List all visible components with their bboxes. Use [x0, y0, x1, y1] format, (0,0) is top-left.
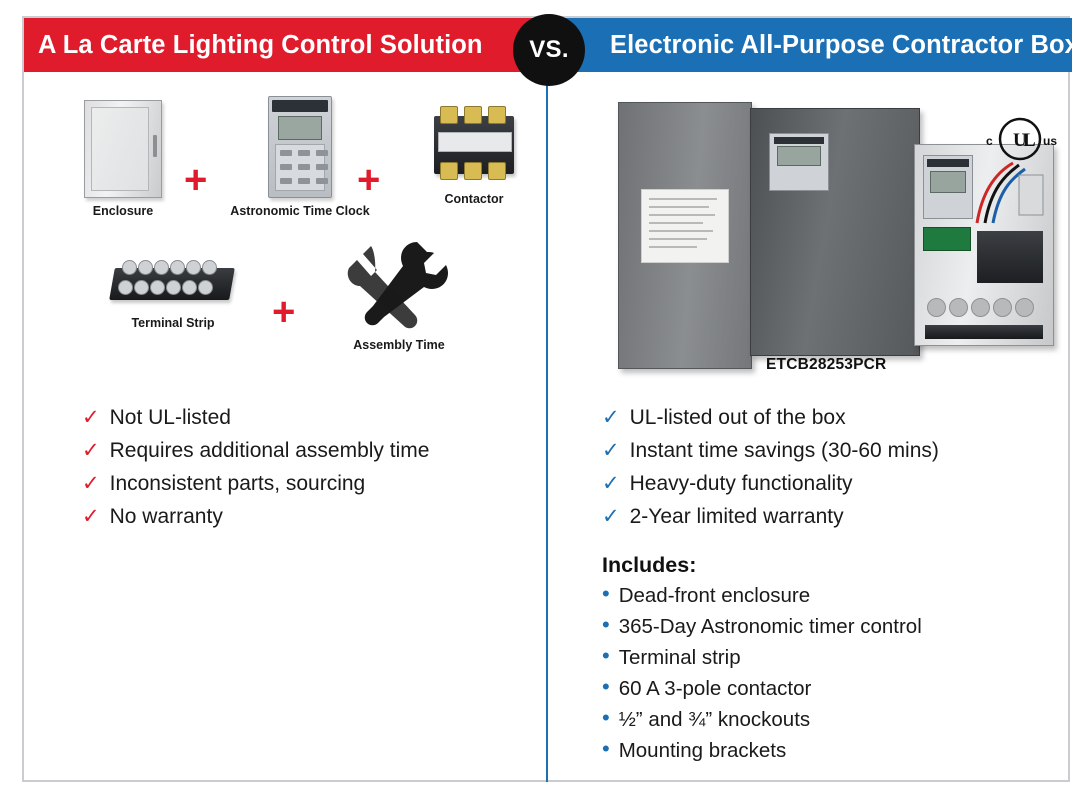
check-icon: ✓: [602, 505, 620, 528]
right-column-header: [548, 18, 1079, 72]
terminal-strip-icon: [108, 240, 238, 310]
left-column-title: A La Carte Lighting Control Solution: [38, 30, 483, 59]
right-column: [548, 72, 1072, 782]
plus-symbol-1: +: [184, 158, 208, 202]
list-item: [82, 439, 522, 463]
list-item: [82, 472, 522, 496]
bullet-icon: •: [602, 643, 610, 668]
enclosure-icon: [84, 100, 162, 198]
right-column-title: Electronic All-Purpose Contractor Box: [610, 30, 1079, 59]
knockouts-icon: [925, 295, 1043, 319]
part-terminal-strip: [82, 240, 264, 330]
check-icon: ✓: [602, 472, 620, 495]
product-model-label: ETCB28253PCR: [766, 356, 887, 373]
contactor-module-icon: [977, 231, 1043, 283]
comparison-frame: [22, 16, 1079, 782]
left-column: [24, 72, 548, 782]
right-check-label: 2-Year limited warranty: [629, 505, 844, 528]
check-icon: ✓: [82, 406, 100, 429]
list-item: [602, 406, 1042, 430]
bullet-icon: •: [602, 612, 610, 637]
list-item: [602, 581, 1042, 608]
inner-panel-icon: [914, 144, 1054, 346]
svg-text:U: U: [1013, 130, 1027, 151]
includes-label: 365-Day Astronomic timer control: [618, 615, 922, 638]
vs-badge: [513, 14, 585, 86]
includes-label: Mounting brackets: [618, 739, 787, 762]
svg-text:c: c: [986, 134, 993, 148]
list-item: [82, 406, 522, 430]
includes-list: [602, 581, 1042, 770]
check-icon: ✓: [602, 439, 620, 462]
left-check-label: Requires additional assembly time: [109, 439, 430, 462]
right-check-label: Instant time savings (30-60 mins): [629, 439, 939, 462]
terminal-strip-bottom-icon: [925, 325, 1043, 339]
ul-listed-icon: [982, 116, 1058, 162]
svg-text:L: L: [1023, 130, 1036, 151]
enclosure-body-icon: [750, 108, 920, 356]
astronomic-timer-icon: [923, 155, 973, 219]
bullet-icon: •: [602, 736, 610, 761]
tools-icon: [347, 236, 451, 332]
left-checklist: [82, 406, 522, 538]
check-icon: ✓: [82, 472, 100, 495]
includes-label: Dead-front enclosure: [618, 584, 811, 607]
left-column-header: [24, 18, 548, 72]
list-item: [602, 505, 1042, 529]
bullet-icon: •: [602, 674, 610, 699]
list-item: [602, 472, 1042, 496]
check-icon: ✓: [82, 505, 100, 528]
list-item: [602, 736, 1042, 763]
contactor-icon: [426, 102, 522, 186]
list-item: [602, 643, 1042, 670]
part-enclosure: [64, 100, 182, 218]
part-contactor: [408, 102, 540, 206]
left-check-label: Inconsistent parts, sourcing: [109, 472, 366, 495]
includes-label: 60 A 3-pole contactor: [618, 677, 812, 700]
wiring-icon: [973, 157, 1047, 227]
left-check-label: No warranty: [109, 505, 223, 528]
check-icon: ✓: [602, 406, 620, 429]
check-icon: ✓: [82, 439, 100, 462]
left-check-label: Not UL-listed: [109, 406, 231, 429]
list-item: [602, 674, 1042, 701]
part-assembly-time: [324, 236, 474, 352]
part-caption-assembly-time: Assembly Time: [353, 338, 445, 352]
list-item: [602, 705, 1042, 732]
header-row: [24, 18, 1079, 72]
plus-symbol-2: +: [357, 158, 381, 202]
parts-diagram: [24, 72, 546, 392]
enclosure-door-icon: [618, 102, 752, 369]
includes-heading: Includes:: [602, 553, 697, 577]
plus-symbol-3: +: [272, 290, 296, 334]
list-item: [602, 439, 1042, 463]
part-caption-time-clock: Astronomic Time Clock: [230, 204, 370, 218]
product-photo: [548, 72, 1072, 402]
part-caption-enclosure: Enclosure: [92, 204, 154, 218]
wiring-label-icon: [641, 189, 729, 263]
right-check-label: UL-listed out of the box: [629, 406, 846, 429]
terminal-block-icon: [923, 227, 971, 251]
right-check-label: Heavy-duty functionality: [629, 472, 853, 495]
vs-label: VS.: [529, 36, 569, 63]
svg-text:us: us: [1043, 134, 1058, 148]
right-checklist: [602, 406, 1042, 538]
list-item: [602, 612, 1042, 639]
includes-label: ½” and ¾” knockouts: [618, 708, 811, 731]
part-caption-contactor: Contactor: [444, 192, 504, 206]
time-clock-icon: [268, 96, 332, 198]
includes-label: Terminal strip: [618, 646, 741, 669]
bullet-icon: •: [602, 581, 610, 606]
bullet-icon: •: [602, 705, 610, 730]
part-caption-terminal-strip: Terminal Strip: [131, 316, 215, 330]
timer-module-icon: [769, 133, 829, 191]
list-item: [82, 505, 522, 529]
